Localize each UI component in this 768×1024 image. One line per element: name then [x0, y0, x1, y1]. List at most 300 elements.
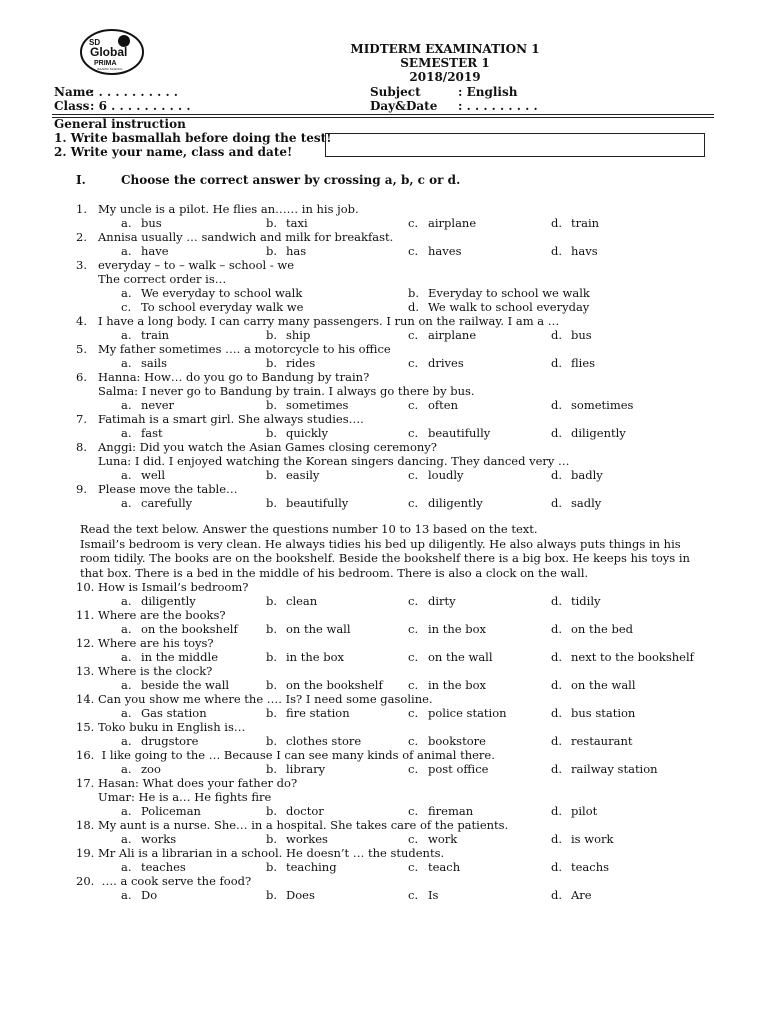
- section-number: I.: [76, 173, 86, 187]
- option-text: workes: [286, 832, 328, 846]
- option-d[interactable]: [551, 356, 595, 370]
- option-letter: d.: [551, 706, 563, 720]
- option-text: beautifully: [286, 496, 349, 510]
- option-text: bus station: [571, 706, 636, 720]
- option-d[interactable]: [551, 496, 601, 510]
- question-number: 17.: [76, 776, 95, 790]
- reading-line: Ismail’s bedroom is very clean. He always tidies his bed up diligently. He also always puts things in his: [80, 536, 681, 551]
- question-number: 15.: [76, 720, 95, 734]
- option-letter: c.: [408, 594, 419, 608]
- question-number: 8.: [76, 440, 87, 454]
- option-d[interactable]: [551, 860, 609, 874]
- option-letter: a.: [121, 594, 132, 608]
- option-text: has: [286, 244, 307, 258]
- logo-prima: PRIMA: [94, 60, 117, 67]
- option-text: train: [571, 216, 600, 230]
- option-d[interactable]: [551, 328, 592, 342]
- option-text: on the wall: [286, 622, 351, 636]
- option-c[interactable]: [408, 678, 486, 692]
- question-text: …. a cook serve the food?: [98, 874, 252, 888]
- option-letter: a.: [121, 734, 132, 748]
- reading-line: that box. There is a bed in the middle of his bedroom. There is also a clock on the wall.: [80, 565, 589, 580]
- question-text: I like going to the … Because I can see many kinds of animal there.: [98, 748, 495, 762]
- option-letter: c.: [408, 678, 419, 692]
- option-letter: b.: [266, 468, 278, 482]
- option-letter: b.: [266, 650, 278, 664]
- question-number: 20.: [76, 874, 95, 888]
- option-text: airplane: [428, 328, 477, 342]
- option-letter: b.: [266, 244, 278, 258]
- option-a[interactable]: [121, 804, 201, 818]
- option-c[interactable]: [408, 468, 464, 482]
- option-d[interactable]: [551, 594, 601, 608]
- option-d[interactable]: [551, 650, 694, 664]
- option-letter: a.: [121, 496, 132, 510]
- option-text: We everyday to school walk: [141, 286, 303, 300]
- option-text: pilot: [571, 804, 598, 818]
- option-text: Everyday to school we walk: [428, 286, 590, 300]
- option-b[interactable]: [266, 216, 308, 230]
- option-b[interactable]: [266, 356, 315, 370]
- option-a[interactable]: [121, 594, 196, 608]
- question-text: Anggi: Did you watch the Asian Games closing ceremony?: [98, 440, 437, 454]
- option-text: Policeman: [141, 804, 201, 818]
- option-d[interactable]: [551, 216, 599, 230]
- option-letter: c.: [121, 300, 132, 314]
- question-12: [76, 636, 214, 650]
- option-letter: b.: [266, 888, 278, 902]
- question-number: 9.: [76, 482, 87, 496]
- question-text: I have a long body. I can carry many passengers. I run on the railway. I am a …: [98, 314, 560, 328]
- question-9: [76, 482, 238, 496]
- option-letter: a.: [121, 468, 132, 482]
- question-text: Where are his toys?: [98, 636, 214, 650]
- option-letter: d.: [551, 244, 563, 258]
- option-letter: d.: [551, 832, 563, 846]
- question-text-line2: Luna: I did. I enjoyed watching the Korean singers dancing. They danced very …: [98, 454, 570, 468]
- option-c[interactable]: [408, 734, 486, 748]
- option-text: diligently: [571, 426, 626, 440]
- option-letter: c.: [408, 216, 419, 230]
- option-text: works: [141, 832, 177, 846]
- option-c[interactable]: [408, 244, 461, 258]
- option-text: teach: [428, 860, 461, 874]
- class-label: Class: [54, 99, 90, 113]
- option-letter: c.: [408, 426, 419, 440]
- option-letter: a.: [121, 244, 132, 258]
- question-text: Fatimah is a smart girl. She always studies….: [98, 412, 364, 426]
- option-text: We walk to school everyday: [428, 300, 590, 314]
- option-text: railway station: [571, 762, 658, 776]
- question-text: Toko buku in English is…: [98, 720, 246, 734]
- option-text: in the box: [428, 622, 486, 636]
- question-text-line2: Salma: I never go to Bandung by train. I always go there by bus.: [98, 384, 475, 398]
- question-19: [76, 846, 444, 860]
- option-b[interactable]: [266, 762, 325, 776]
- option-text: restaurant: [571, 734, 633, 748]
- reading-intro: Read the text below. Answer the questions number 10 to 13 based on the text.: [80, 522, 538, 536]
- option-text: ship: [286, 328, 311, 342]
- question-number: 11.: [76, 608, 95, 622]
- option-letter: c.: [408, 650, 419, 664]
- option-a[interactable]: [121, 356, 167, 370]
- option-letter: c.: [408, 328, 419, 342]
- option-text: never: [141, 398, 175, 412]
- option-text: clean: [286, 594, 318, 608]
- option-text: loudly: [428, 468, 464, 482]
- option-d[interactable]: [551, 804, 597, 818]
- option-a[interactable]: [121, 832, 176, 846]
- option-text: in the box: [286, 650, 344, 664]
- option-a[interactable]: [121, 328, 169, 342]
- question-number: 13.: [76, 664, 95, 678]
- option-text: often: [428, 398, 459, 412]
- option-letter: a.: [121, 286, 132, 300]
- option-letter: a.: [121, 216, 132, 230]
- option-c[interactable]: [408, 804, 473, 818]
- option-text: sometimes: [286, 398, 349, 412]
- option-text: beside the wall: [141, 678, 230, 692]
- option-b[interactable]: [408, 286, 590, 300]
- answer-box: [325, 133, 705, 157]
- daydate-label: Day&Date: [370, 99, 438, 113]
- question-number: 16.: [76, 748, 95, 762]
- option-text: diligently: [141, 594, 196, 608]
- option-text: on the bed: [571, 622, 634, 636]
- option-text: rides: [286, 356, 316, 370]
- question-number: 18.: [76, 818, 95, 832]
- option-letter: c.: [408, 762, 419, 776]
- question-number: 14.: [76, 692, 95, 706]
- option-letter: c.: [408, 706, 419, 720]
- question-4: [76, 314, 559, 328]
- option-a[interactable]: [121, 650, 218, 664]
- option-text: teachs: [571, 860, 610, 874]
- option-text: Is: [428, 888, 439, 902]
- option-b[interactable]: [266, 594, 317, 608]
- option-a[interactable]: [121, 426, 163, 440]
- option-d[interactable]: [551, 468, 603, 482]
- option-letter: a.: [121, 356, 132, 370]
- option-c[interactable]: [408, 216, 476, 230]
- option-a[interactable]: [121, 678, 229, 692]
- daydate-value: : . . . . . . . . .: [458, 99, 538, 113]
- option-text: next to the bookshelf: [571, 650, 694, 664]
- logo-global: Global: [90, 45, 128, 59]
- option-text: flies: [571, 356, 596, 370]
- option-letter: b.: [408, 286, 420, 300]
- option-b[interactable]: [266, 244, 306, 258]
- option-d[interactable]: [551, 706, 635, 720]
- option-a[interactable]: [121, 286, 302, 300]
- question-1: [76, 202, 359, 216]
- option-c[interactable]: [408, 398, 458, 412]
- option-letter: d.: [551, 622, 563, 636]
- option-letter: c.: [408, 734, 419, 748]
- question-11: [76, 608, 226, 622]
- option-letter: d.: [551, 804, 563, 818]
- option-b[interactable]: [266, 328, 310, 342]
- option-letter: c.: [408, 622, 419, 636]
- option-letter: d.: [551, 762, 563, 776]
- option-letter: a.: [121, 398, 132, 412]
- option-letter: c.: [408, 888, 419, 902]
- question-text-line2: Umar: He is a… He fights fire: [98, 790, 272, 804]
- option-letter: c.: [408, 468, 419, 482]
- option-c[interactable]: [408, 832, 457, 846]
- option-text: on the wall: [571, 678, 636, 692]
- option-c[interactable]: [408, 426, 490, 440]
- question-13: [76, 664, 212, 678]
- option-letter: b.: [266, 594, 278, 608]
- option-d[interactable]: [551, 398, 633, 412]
- option-b[interactable]: [266, 706, 350, 720]
- option-b[interactable]: [266, 426, 328, 440]
- option-letter: a.: [121, 860, 132, 874]
- question-20: [76, 874, 251, 888]
- option-d[interactable]: [408, 300, 589, 314]
- option-text: work: [428, 832, 458, 846]
- option-c[interactable]: [408, 860, 460, 874]
- option-letter: c.: [408, 398, 419, 412]
- option-letter: d.: [551, 860, 563, 874]
- option-letter: a.: [121, 426, 132, 440]
- option-text: Does: [286, 888, 315, 902]
- option-text: clothes store: [286, 734, 362, 748]
- option-b[interactable]: [266, 888, 315, 902]
- option-letter: c.: [408, 244, 419, 258]
- question-text: Can you show me where the …. Is? I need some gasoline.: [98, 692, 433, 706]
- question-number: 6.: [76, 370, 87, 384]
- question-number: 2.: [76, 230, 87, 244]
- option-text: carefully: [141, 496, 193, 510]
- option-b[interactable]: [266, 468, 319, 482]
- option-d[interactable]: [551, 832, 613, 846]
- option-a[interactable]: [121, 734, 198, 748]
- option-letter: c.: [408, 356, 419, 370]
- option-letter: d.: [551, 216, 563, 230]
- subject-label: Subject: [370, 85, 421, 99]
- option-c[interactable]: [408, 650, 493, 664]
- option-text: fast: [141, 426, 163, 440]
- question-number: 19.: [76, 846, 95, 860]
- option-text: Are: [571, 888, 592, 902]
- option-b[interactable]: [266, 622, 351, 636]
- option-d[interactable]: [551, 762, 658, 776]
- question-number: 1.: [76, 202, 87, 216]
- option-text: haves: [428, 244, 462, 258]
- question-text: Where are the books?: [98, 608, 226, 622]
- option-b[interactable]: [266, 734, 361, 748]
- option-letter: b.: [266, 804, 278, 818]
- option-text: Gas station: [141, 706, 207, 720]
- option-text: in the middle: [141, 650, 219, 664]
- option-letter: b.: [266, 216, 278, 230]
- question-text: Where is the clock?: [98, 664, 213, 678]
- question-7: [76, 412, 364, 426]
- logo-sd: SD: [89, 38, 101, 47]
- option-c[interactable]: [408, 328, 476, 342]
- option-letter: c.: [408, 496, 419, 510]
- option-text: drugstore: [141, 734, 199, 748]
- option-c[interactable]: [121, 300, 303, 314]
- option-letter: d.: [551, 734, 563, 748]
- option-letter: a.: [121, 650, 132, 664]
- question-text: Mr Ali is a librarian in a school. He doesn’t … the students.: [98, 846, 445, 860]
- question-number: 5.: [76, 342, 87, 356]
- subject-value: : English: [458, 85, 518, 99]
- question-text: My father sometimes …. a motorcycle to his office: [98, 342, 391, 356]
- option-letter: a.: [121, 832, 132, 846]
- option-a[interactable]: [121, 398, 174, 412]
- option-letter: b.: [266, 328, 278, 342]
- option-a[interactable]: [121, 762, 161, 776]
- option-text: on the wall: [428, 650, 493, 664]
- logo-school: ISLAMIC SCHOOL: [97, 67, 123, 71]
- option-letter: b.: [266, 398, 278, 412]
- question-text-line2: The correct order is…: [98, 272, 227, 286]
- option-text: is work: [571, 832, 614, 846]
- option-text: in the box: [428, 678, 486, 692]
- option-text: on the bookshelf: [141, 622, 238, 636]
- option-text: drives: [428, 356, 464, 370]
- option-d[interactable]: [551, 426, 626, 440]
- option-letter: d.: [551, 356, 563, 370]
- option-d[interactable]: [551, 244, 598, 258]
- option-letter: a.: [121, 888, 132, 902]
- option-text: fire station: [286, 706, 350, 720]
- option-letter: b.: [266, 706, 278, 720]
- option-text: well: [141, 468, 166, 482]
- question-number: 12.: [76, 636, 95, 650]
- question-8: [76, 440, 437, 454]
- option-letter: c.: [408, 860, 419, 874]
- option-text: sometimes: [571, 398, 634, 412]
- section-instruction: Choose the correct answer by crossing a, b, c or d.: [121, 173, 461, 187]
- option-text: teaching: [286, 860, 337, 874]
- option-letter: d.: [551, 678, 563, 692]
- option-b[interactable]: [266, 496, 348, 510]
- option-a[interactable]: [121, 706, 207, 720]
- question-text: Please move the table…: [98, 482, 238, 496]
- question-5: [76, 342, 391, 356]
- option-text: sails: [141, 356, 168, 370]
- option-letter: d.: [551, 398, 563, 412]
- option-letter: a.: [121, 328, 132, 342]
- question-14: [76, 692, 433, 706]
- option-letter: b.: [266, 860, 278, 874]
- option-letter: b.: [266, 426, 278, 440]
- option-letter: d.: [551, 468, 563, 482]
- option-b[interactable]: [266, 804, 324, 818]
- option-a[interactable]: [121, 244, 169, 258]
- question-17: [76, 776, 297, 790]
- option-a[interactable]: [121, 468, 165, 482]
- option-letter: a.: [121, 622, 132, 636]
- question-2: [76, 230, 393, 244]
- option-a[interactable]: [121, 888, 157, 902]
- exam-semester: SEMESTER 1: [400, 56, 490, 70]
- school-logo: [80, 28, 144, 76]
- option-letter: b.: [266, 832, 278, 846]
- option-letter: b.: [266, 356, 278, 370]
- option-text: police station: [428, 706, 507, 720]
- question-6: [76, 370, 369, 384]
- option-text: havs: [571, 244, 598, 258]
- option-a[interactable]: [121, 622, 238, 636]
- option-letter: b.: [266, 622, 278, 636]
- option-letter: c.: [408, 832, 419, 846]
- question-number: 3.: [76, 258, 87, 272]
- option-text: dirty: [428, 594, 456, 608]
- question-number: 7.: [76, 412, 87, 426]
- option-c[interactable]: [408, 888, 438, 902]
- option-letter: d.: [551, 426, 563, 440]
- option-text: train: [141, 328, 170, 342]
- option-text: sadly: [571, 496, 602, 510]
- option-d[interactable]: [551, 888, 592, 902]
- option-b[interactable]: [266, 650, 344, 664]
- option-letter: b.: [266, 762, 278, 776]
- option-text: quickly: [286, 426, 329, 440]
- question-18: [76, 818, 508, 832]
- option-text: Do: [141, 888, 158, 902]
- option-b[interactable]: [266, 832, 328, 846]
- question-number: 10.: [76, 580, 95, 594]
- reading-line: room tidily. The books are on the bookshelf. Beside the bookshelf there is a big box. He keeps his toys in: [80, 551, 690, 565]
- option-letter: c.: [408, 804, 419, 818]
- question-3: [76, 258, 294, 272]
- option-letter: a.: [121, 804, 132, 818]
- option-c[interactable]: [408, 356, 464, 370]
- option-letter: d.: [551, 496, 563, 510]
- option-a[interactable]: [121, 216, 162, 230]
- option-text: have: [141, 244, 169, 258]
- question-16: [76, 748, 495, 762]
- option-a[interactable]: [121, 860, 186, 874]
- option-text: badly: [571, 468, 603, 482]
- question-text: Hanna: How… do you go to Bandung by train?: [98, 370, 370, 384]
- option-c[interactable]: [408, 594, 456, 608]
- question-number: 4.: [76, 314, 87, 328]
- option-c[interactable]: [408, 762, 488, 776]
- option-text: fireman: [428, 804, 474, 818]
- option-letter: d.: [551, 594, 563, 608]
- option-d[interactable]: [551, 622, 633, 636]
- option-letter: d.: [551, 328, 563, 342]
- name-value: : . . . . . . . . . .: [90, 85, 178, 99]
- option-c[interactable]: [408, 706, 507, 720]
- option-b[interactable]: [266, 398, 348, 412]
- instruction-2: 2. Write your name, class and date!: [54, 145, 293, 159]
- reading-passage: [80, 522, 720, 580]
- question-text: My uncle is a pilot. He flies an…… in his job.: [98, 202, 359, 216]
- option-b[interactable]: [266, 860, 337, 874]
- question-text: Hasan: What does your father do?: [98, 776, 298, 790]
- option-b[interactable]: [266, 678, 383, 692]
- option-c[interactable]: [408, 622, 486, 636]
- option-text: on the bookshelf: [286, 678, 383, 692]
- option-c[interactable]: [408, 496, 483, 510]
- option-text: bus: [571, 328, 592, 342]
- option-letter: d.: [551, 888, 563, 902]
- option-letter: d.: [551, 650, 563, 664]
- option-text: diligently: [428, 496, 483, 510]
- option-d[interactable]: [551, 678, 636, 692]
- question-10: [76, 580, 248, 594]
- option-d[interactable]: [551, 734, 632, 748]
- option-a[interactable]: [121, 496, 192, 510]
